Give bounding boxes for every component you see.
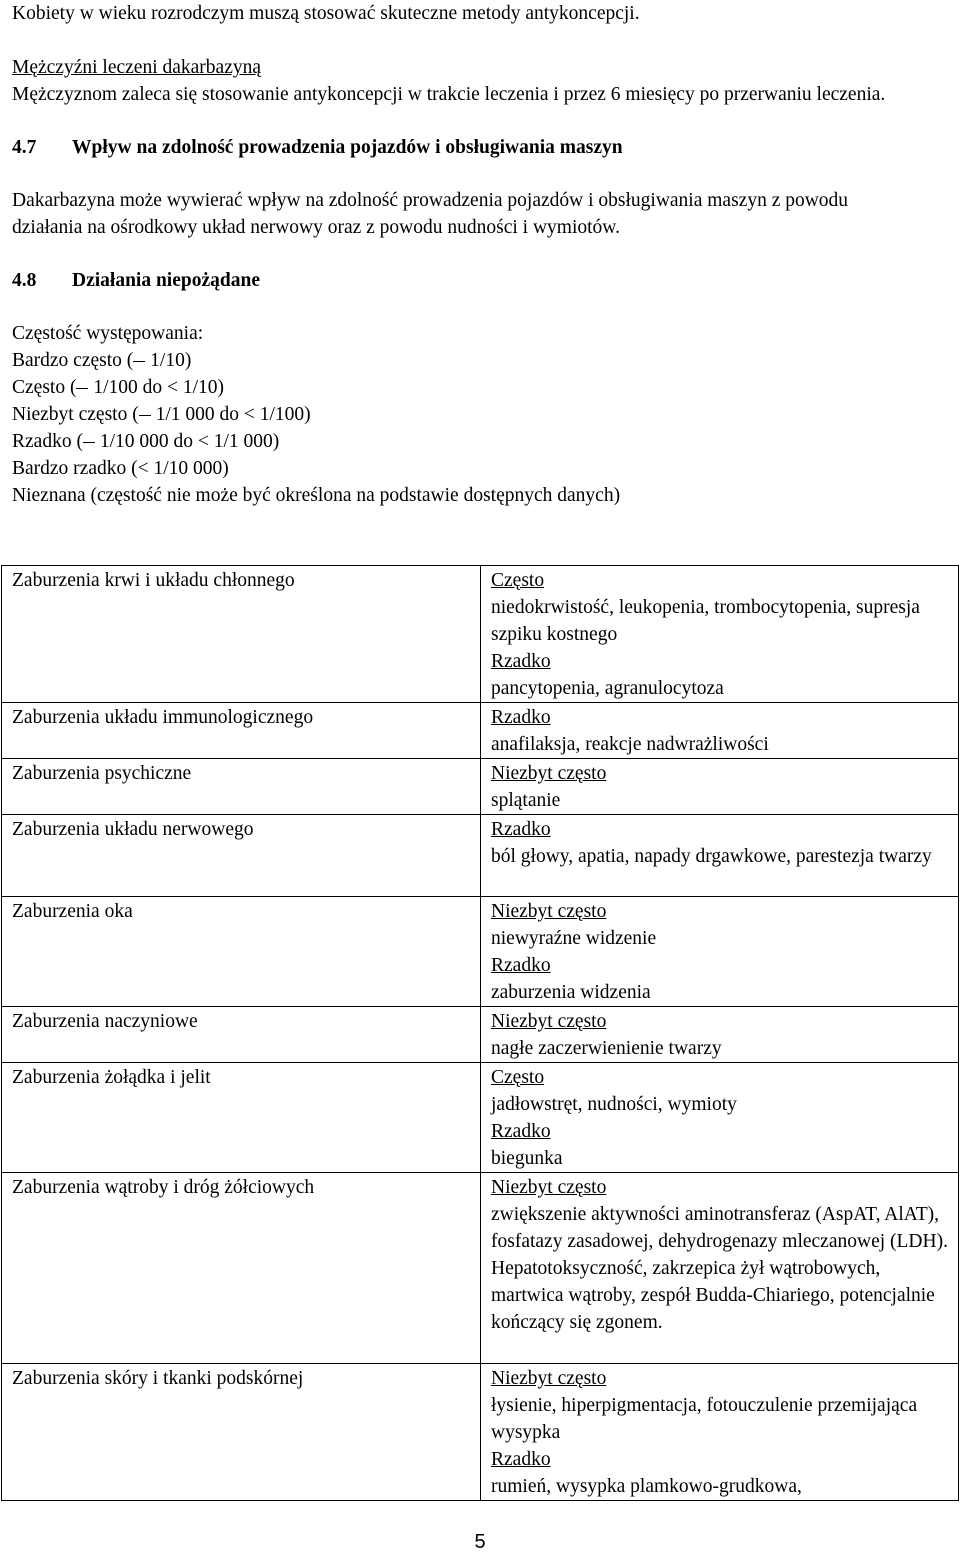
reactions-cell (481, 759, 959, 815)
organ-class-cell: Zaburzenia żołądka i jelit (2, 1063, 481, 1173)
frequency-label: Często (491, 1067, 545, 1088)
frequency-title: Częstość występowania: (12, 323, 204, 344)
reactions-cell (481, 1007, 959, 1063)
reaction-text: ból głowy, apatia, napady drgawkowe, parestezja twarzy (491, 846, 932, 867)
section-4-8-heading (12, 267, 958, 294)
reactions-cell (481, 703, 959, 759)
document-page (12, 0, 958, 509)
reaction-text: pancytopenia, agranulocytoza (491, 678, 724, 699)
table-row (2, 1173, 959, 1364)
frequency-label: Niezbyt często (491, 763, 607, 784)
organ-class-cell: Zaburzenia oka (2, 897, 481, 1007)
table-row (2, 1364, 959, 1501)
table-row (2, 897, 959, 1007)
organ-class-cell: Zaburzenia układu nerwowego (2, 815, 481, 897)
frequency-label: Niezbyt często (491, 1011, 607, 1032)
frequency-label: Rzadko (491, 707, 551, 728)
reaction-text: zwiększenie aktywności aminotransferaz (AspAT, AlAT), fosfatazy zasadowej, dehydrogenazy mleczanowej (LDH). Hepatotoksyczność, zakrzepica żył wątrobowych, martwica wątroby, zespół Budda-Chiariego, potencjalnie kończący się zgonem. (491, 1204, 948, 1333)
table-row (2, 1063, 959, 1173)
reactions-cell (481, 566, 959, 703)
reaction-text: niedokrwistość, leukopenia, trombocytopenia, supresja szpiku kostnego (491, 597, 920, 645)
men-text: Mężczyznom zaleca się stosowanie antykoncepcji w trakcie leczenia i przez 6 miesięcy po przerwaniu leczenia. (12, 84, 886, 105)
contraception-women-text: Kobiety w wieku rozrodczym muszą stosować skuteczne metody antykoncepcji. (12, 3, 640, 24)
reaction-text: jadłowstręt, nudności, wymioty (491, 1094, 737, 1115)
frequency-label: Rzadko (491, 955, 551, 976)
table-row (2, 1007, 959, 1063)
organ-class-cell: Zaburzenia krwi i układu chłonnego (2, 566, 481, 703)
frequency-line: Bardzo rzadko (< 1/10 000) (12, 458, 229, 479)
reaction-text: nagłe zaczerwienienie twarzy (491, 1038, 722, 1059)
reaction-text: niewyraźne widzenie (491, 928, 657, 949)
reactions-cell (481, 1173, 959, 1364)
frequency-line: Niezbyt często ( 1/1 000 do < 1/100) (12, 404, 311, 425)
organ-class-cell: Zaburzenia naczyniowe (2, 1007, 481, 1063)
table-row (2, 815, 959, 897)
frequency-label: Rzadko (491, 651, 551, 672)
organ-class-cell: Zaburzenia układu immunologicznego (2, 703, 481, 759)
section-4-7-heading (12, 134, 958, 161)
table-row (2, 566, 959, 703)
frequency-label: Niezbyt często (491, 1177, 607, 1198)
reaction-text: anafilaksja, reakcje nadwrażliwości (491, 734, 769, 755)
frequency-line: Rzadko ( 1/10 000 do < 1/1 000) (12, 431, 280, 452)
frequency-line: Bardzo często ( 1/10) (12, 350, 192, 371)
table-row (2, 759, 959, 815)
organ-class-cell: Zaburzenia skóry i tkanki podskórnej (2, 1364, 481, 1501)
reaction-text: rumień, wysypka plamkowo-grudkowa, (491, 1476, 802, 1497)
reactions-cell (481, 897, 959, 1007)
men-heading: Mężczyźni leczeni dakarbazyną (12, 57, 262, 78)
reactions-cell (481, 1364, 959, 1501)
reaction-text: łysienie, hiperpigmentacja, fotouczulenie przemijająca wysypka (491, 1395, 918, 1443)
section-title: Wpływ na zdolność prowadzenia pojazdów i obsługiwania maszyn (72, 137, 623, 158)
frequency-label: Rzadko (491, 1121, 551, 1142)
frequency-label: Niezbyt często (491, 901, 607, 922)
frequency-label: Niezbyt często (491, 1368, 607, 1389)
organ-class-cell: Zaburzenia psychiczne (2, 759, 481, 815)
page-number: 5 (474, 1531, 486, 1553)
section-number: 4.7 (12, 137, 37, 158)
section-number: 4.8 (12, 270, 37, 291)
organ-class-cell: Zaburzenia wątroby i dróg żółciowych (2, 1173, 481, 1364)
reaction-text: biegunka (491, 1148, 563, 1169)
section-4-7-body: Dakarbazyna może wywierać wpływ na zdolność prowadzenia pojazdów i obsługiwania maszyn z powodu działania na ośrodkowy układ nerwowy oraz z powodu nudności i wymiotów. (12, 190, 849, 238)
frequency-line: Nieznana (częstość nie może być określona na podstawie dostępnych danych) (12, 485, 621, 506)
frequency-label: Rzadko (491, 819, 551, 840)
reactions-cell (481, 815, 959, 897)
section-title: Działania niepożądane (72, 270, 260, 291)
reactions-cell (481, 1063, 959, 1173)
frequency-line: Często ( 1/100 do < 1/10) (12, 377, 225, 398)
frequency-definitions (12, 320, 958, 509)
adverse-reactions-table (1, 565, 959, 1501)
reaction-text: zaburzenia widzenia (491, 982, 651, 1003)
table-row (2, 703, 959, 759)
reaction-text: splątanie (491, 790, 561, 811)
frequency-label: Często (491, 570, 545, 591)
frequency-label: Rzadko (491, 1449, 551, 1470)
